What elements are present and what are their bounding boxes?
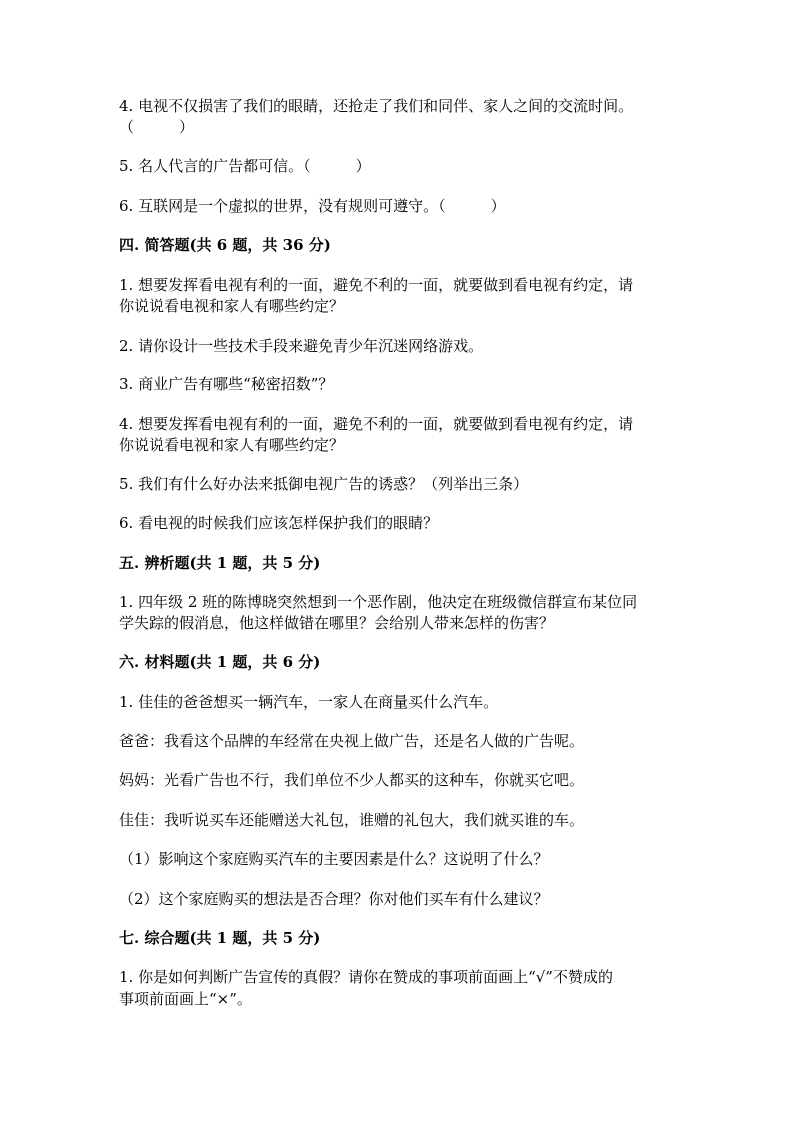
judgment-item-4-blank: （ ）: [119, 118, 195, 136]
judgment-item-5: 5. 名人代言的广告都可信。（ ）: [119, 157, 371, 175]
comprehensive-1-line-1: 1. 你是如何判断广告宣传的真假？请你在赞成的事项前面画上“√”不赞成的: [119, 968, 613, 986]
material-1-intro: 1. 佳佳的爸爸想买一辆汽车，一家人在商量买什么汽车。: [119, 693, 499, 711]
short-answer-4-line-2: 你说说看电视和家人有哪些约定？: [119, 436, 345, 454]
material-subquestion-2: （2）这个家庭购买的想法是否合理？你对他们买车有什么建议？: [119, 890, 549, 908]
material-subquestion-1: （1）影响这个家庭购买汽车的主要因素是什么？这说明了什么？: [119, 850, 549, 868]
section-6-heading: 六. 材料题(共 1 题，共 6 分): [119, 653, 321, 671]
section-5-heading: 五. 辨析题(共 1 题，共 5 分): [119, 554, 321, 572]
short-answer-5: 5. 我们有什么好办法来抵御电视广告的诱惑？（列举出三条）: [119, 475, 529, 493]
short-answer-1-line-2: 你说说看电视和家人有哪些约定？: [119, 297, 345, 315]
short-answer-4-line-1: 4. 想要发挥看电视有利的一面，避免不利的一面，就要做到看电视有约定，请: [119, 415, 634, 433]
analysis-1-line-1: 1. 四年级 2 班的陈博晓突然想到一个恶作剧，他决定在班级微信群宣布某位同: [119, 593, 638, 611]
comprehensive-1-line-2: 事项前面画上“×”。: [119, 990, 252, 1008]
material-jiajia-line: 佳佳：我听说买车还能赠送大礼包，谁赠的礼包大，我们就买谁的车。: [119, 811, 585, 829]
judgment-item-4-line-1: 4. 电视不仅损害了我们的眼睛，还抢走了我们和同伴、家人之间的交流时间。: [119, 97, 634, 115]
section-4-heading: 四. 简答题(共 6 题，共 36 分): [119, 236, 331, 254]
short-answer-2: 2. 请你设计一些技术手段来避免青少年沉迷网络游戏。: [119, 337, 484, 355]
short-answer-1-line-1: 1. 想要发挥看电视有利的一面，避免不利的一面，就要做到看电视有约定，请: [119, 276, 634, 294]
section-7-heading: 七. 综合题(共 1 题，共 5 分): [119, 929, 321, 947]
short-answer-6: 6. 看电视的时候我们应该怎样保护我们的眼睛？: [119, 514, 439, 532]
material-dad-line: 爸爸：我看这个品牌的车经常在央视上做广告，还是名人做的广告呢。: [119, 732, 585, 750]
material-mom-line: 妈妈：光看广告也不行，我们单位不少人都买的这种车，你就买它吧。: [119, 771, 585, 789]
analysis-1-line-2: 学失踪的假消息，他这样做错在哪里？会给别人带来怎样的伤害？: [119, 614, 555, 632]
judgment-item-6: 6. 互联网是一个虚拟的世界，没有规则可遵守。（ ）: [119, 197, 506, 215]
short-answer-3: 3. 商业广告有哪些“秘密招数”？: [119, 375, 334, 393]
